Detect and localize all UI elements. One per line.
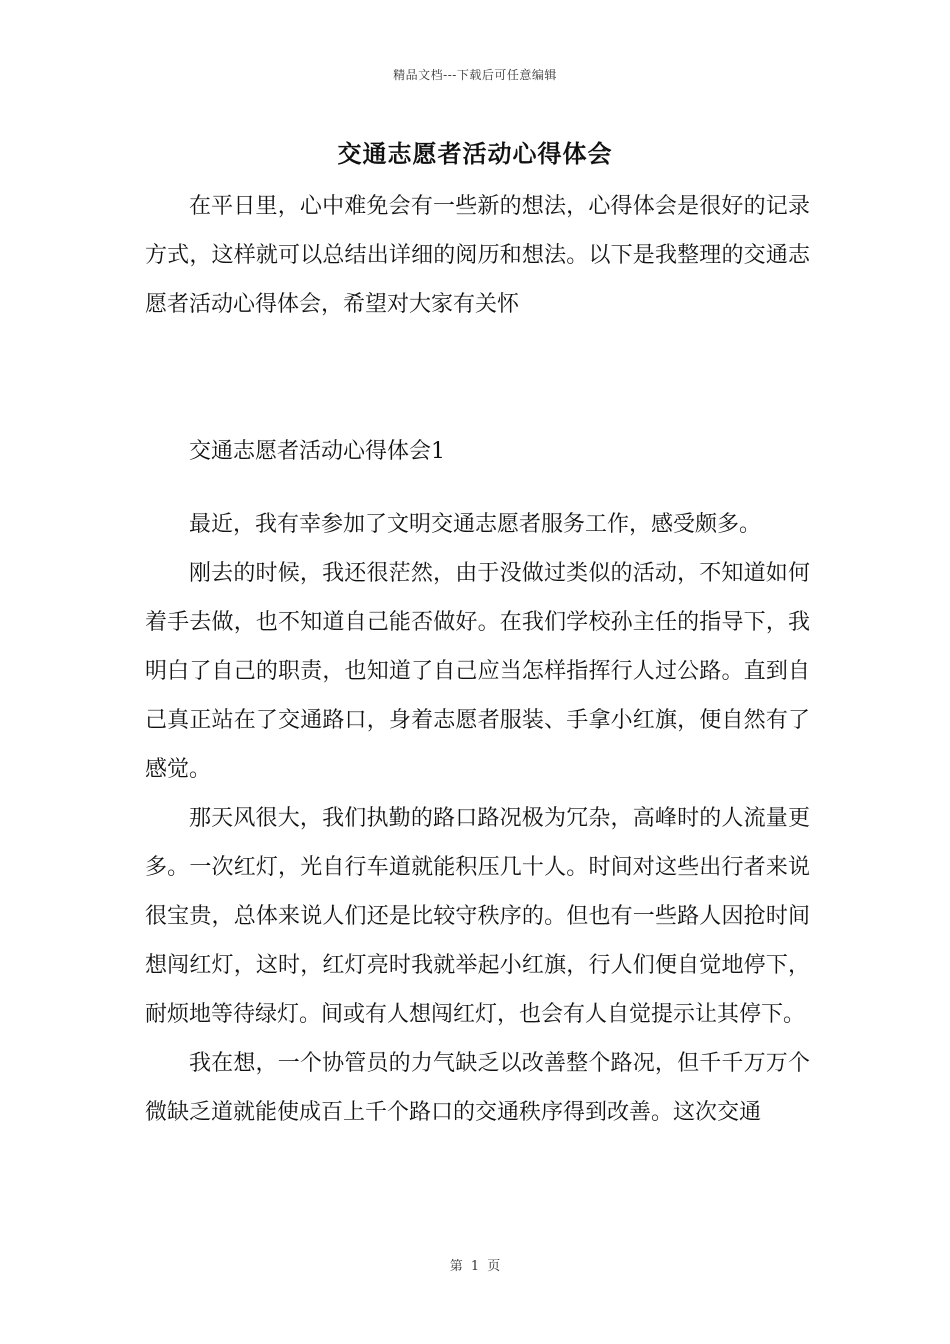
body-paragraph: 最近，我有幸参加了文明交通志愿者服务工作，感受颇多。 xyxy=(189,512,762,537)
page-number: 第 1 页 xyxy=(449,1259,501,1274)
body-paragraph: 刚去的时候，我还很茫然，由于没做过类似的活动，不知道如何着手去做，也不知道自己能否做好。在我们学校孙主任的指导下，我明白了自己的职责，也知道了自己应当怎样指挥行人过公路。直到自己真正站在了交通路口，身着志愿者服装、手拿小红旗，便自然有了感觉。 xyxy=(145,561,810,782)
intro-paragraph: 在平日里，心中难免会有一些新的想法，心得体会是很好的记录方式，这样就可以总结出详细的阅历和想法。以下是我整理的交通志愿者活动心得体会，希望对大家有关怀 xyxy=(145,194,810,317)
document-title: 交通志愿者活动心得体会 xyxy=(337,139,613,168)
section-heading: 交通志愿者活动心得体会1 xyxy=(189,439,445,464)
body-paragraph: 我在想，一个协管员的力气缺乏以改善整个路况，但千千万万个微缺乏道就能使成百上千个路口的交通秩序得到改善。这次交通 xyxy=(145,1051,810,1125)
body-paragraph: 那天风很大，我们执勤的路口路况极为冗杂，高峰时的人流量更多。一次红灯，光自行车道就能积压几十人。时间对这些出行者来说很宝贵，总体来说人们还是比较守秩序的。但也有一些路人因抢时间想闯红灯，这时，红灯亮时我就举起小红旗，行人们便自觉地停下，耐烦地等待绿灯。间或有人想闯红灯，也会有人自觉提示让其停下。 xyxy=(145,806,810,1027)
document-body xyxy=(145,182,810,1137)
page-header: 精品文档---下载后可任意编辑 xyxy=(393,68,557,82)
